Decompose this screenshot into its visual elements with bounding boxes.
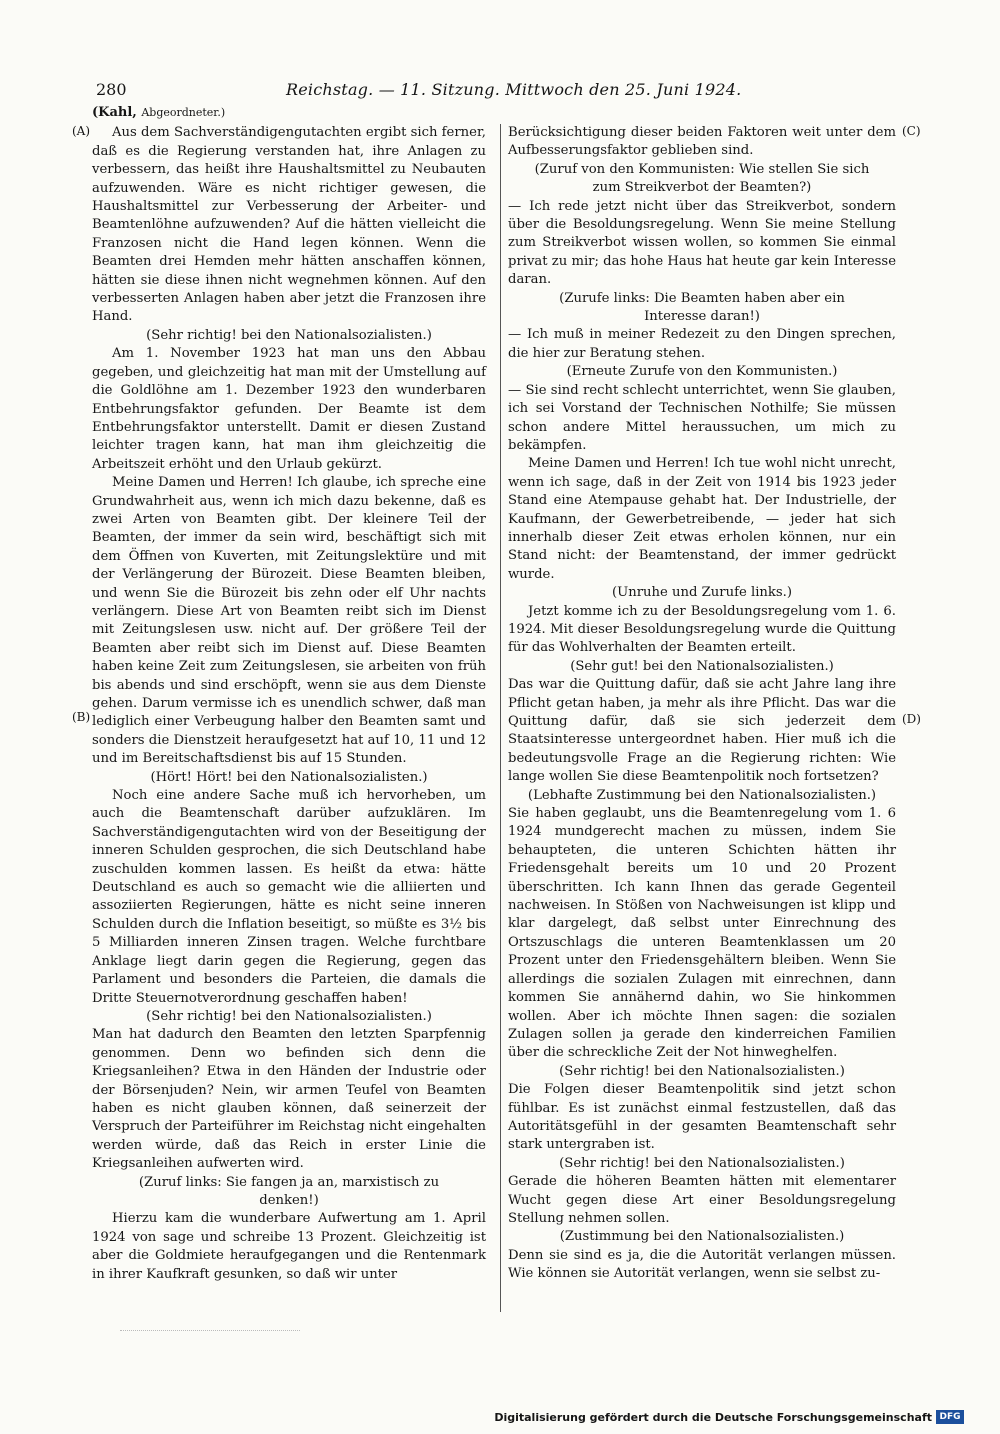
page-number: 280	[96, 80, 127, 99]
left-column-text	[92, 124, 486, 1284]
interjection: (Sehr richtig! bei den Nationalsozialisten.)	[146, 1008, 432, 1024]
page-header	[96, 80, 908, 102]
dfg-logo: DFG	[936, 1410, 964, 1424]
paragraph: — Ich muß in meiner Redezeit zu den Dingen sprechen, die hier zur Beratung stehen.	[508, 327, 896, 361]
interjection: (Lebhafte Zustimmung bei den Nationalsozialisten.)	[527, 787, 877, 803]
right-column-text	[508, 124, 896, 1284]
running-title: Reichstag. — 11. Sitzung. Mittwoch den 25. Juni 1924.	[286, 80, 742, 99]
interjection: (Sehr richtig! bei den Nationalsozialisten.)	[559, 1155, 845, 1171]
interjection: (Unruhe und Zurufe links.)	[611, 585, 792, 601]
paragraph: Gerade die höheren Beamten hätten mit elementarer Wucht gegen diese Art einer Besoldungsregelung Stellung nehmen sollen.	[508, 1174, 896, 1226]
interjection: (Sehr richtig! bei den Nationalsozialisten.)	[559, 1063, 845, 1079]
right-column	[508, 124, 896, 1284]
interjection: (Zuruf von den Kommunisten: Wie stellen Sie sich zum Streikverbot der Beamten?)	[534, 161, 870, 196]
paragraph: Jetzt komme ich zu der Besoldungsregelung vom 1. 6. 1924. Mit dieser Besoldungsregelung wurde die Quittung für das Wohlverhalten der Beamten erteilt.	[508, 603, 896, 656]
paragraph: Berücksichtigung dieser beiden Faktoren weit unter dem Aufbesserungsfaktor geblieben sind.	[508, 125, 896, 159]
paragraph: Denn sie sind es ja, die die Autorität verlangen müssen. Wie können sie Autorität verlangen, wenn sie selbst zu-	[508, 1247, 896, 1282]
digitization-credit: Digitalisierung gefördert durch die Deutsche Forschungsgemeinschaft	[494, 1410, 932, 1424]
footer	[494, 1410, 964, 1424]
paragraph: — Sie sind recht schlecht unterrichtet, wenn Sie glauben, ich sei Vorstand der Technischen Nothilfe; Sie müssen schon andere Mittel heraussuchen, um mich zu bekämpfen.	[508, 382, 896, 453]
margin-marker-b: (B)	[72, 710, 91, 724]
interjection: (Hört! Hört! bei den Nationalsozialisten.)	[150, 769, 428, 785]
paragraph: Sie haben geglaubt, uns die Beamtenregelung vom 1. 6 1924 mundgerecht machen zu müssen, indem Sie behaupteten, die unteren Schichten hätten ihr Friedensgehalt bereits um 10 und 20 Prozent überschritten. Ich kann Ihnen das gerade Gegenteil nachweisen. In Stößen von Nachweisungen ist klipp und klar dargelegt, daß selbst unter Einrechnung des Ortszuschlags die unteren Beamtenklassen um 20 Prozent unter den Friedensgehältern bleiben. Wenn Sie allerdings die sozialen Zulagen mit einrechnen, dann kommen Sie annähernd dahin, wo Sie hinkommen wollen. Aber ich möchte Ihnen sagen: die sozialen Zulagen sollen ja gerade den kinderreichen Familien über die schreckliche Zeit der Not hinweghelfen.	[508, 806, 896, 1061]
margin-marker-a: (A)	[72, 124, 91, 138]
paragraph: Das war die Quittung dafür, daß sie acht Jahre lang ihre Pflicht getan haben, ja mehr als ihre Pflicht. Das war die Quittung dafür, daß sie sich jederzeit dem Staatsinteresse untergeordnet haben. Hier muß ich die bedeutungsvolle Frage an die Regierung richten: Wie lange wollen Sie diese Beamtenpolitik noch fortsetzen?	[508, 677, 896, 785]
footer-rule	[120, 1330, 300, 1331]
interjection: (Zuruf links: Sie fangen ja an, marxistisch zu denken!)	[138, 1174, 440, 1208]
interjection: (Erneute Zurufe von den Kommunisten.)	[566, 364, 838, 380]
paragraph: Noch eine andere Sache muß ich hervorheben, um auch die Beamtenschaft darüber aufzuklären. Im Sachverständigengutachten wird von der Beseitigung der inneren Schulden gesprochen, die sich Deutschland habe zuschulden kommen lassen. Es heißt da etwa: hätte Deutschland es auch so gemacht wie die alliierten und assoziierten Regierungen, hätte es nicht seine inneren Schulden durch die Inflation beseitigt, so müßte es 3½ bis 5 Milliarden inneren Zinsen tragen. Welche furchtbare Anklage liegt darin gegen die Regierung, gegen das Parlament und besonders die Parteien, die damals die Dritte Steuernotverordnung geschaffen haben!	[92, 788, 486, 1006]
interjection: (Zustimmung bei den Nationalsozialisten.)	[559, 1229, 845, 1245]
interjection: (Sehr gut! bei den Nationalsozialisten.)	[570, 658, 834, 674]
left-column	[92, 104, 486, 1284]
paragraph: — Ich rede jetzt nicht über das Streikverbot, sondern über die Besoldungsregelung. Wenn Sie meine Stellung zum Streikverbot wissen wollen, so kommen Sie einmal privat zu mir; das hohe Haus hat heute gar kein Interesse daran.	[508, 198, 896, 288]
interjection: (Zurufe links: Die Beamten haben aber ein Interesse daran!)	[559, 290, 845, 325]
paragraph: Die Folgen dieser Beamtenpolitik sind jetzt schon fühlbar. Es ist zunächst einmal festzustellen, daß das Autoritätsgefühl in der gesamten Beamtenschaft sehr stark untergraben ist.	[508, 1082, 896, 1153]
margin-marker-c: (C)	[902, 124, 921, 138]
paragraph: Aus dem Sachverständigengutachten ergibt sich ferner, daß es die Regierung verstanden hat, ihre Anlagen zu verbessern, das heißt ihre Haushaltsmittel zu Neubauten aufzuwenden. Wäre es nicht richtiger gewesen, die Haushaltsmittel zur Verbesserung der Arbeiter- und Beamtenlöhne aufzuwenden? Auf die hätten vielleicht die Franzosen nicht die Hand legen können. Wenn die Beamten drei Hemden mehr hätten anschaffen können, hätten sie diese ihnen nicht wegnehmen können. Auf den verbesserten Anlagen haben aber jetzt die Franzosen ihre Hand.	[92, 125, 486, 325]
column-divider	[500, 124, 501, 1312]
speaker-role: Abgeordneter.)	[141, 106, 226, 119]
paragraph: Meine Damen und Herren! Ich tue wohl nicht unrecht, wenn ich sage, daß in der Zeit von 1914 bis 1923 jeder Stand eine Atempause gehabt hat. Der Industrielle, der Kaufmann, der Gewerbetreibende, — jeder hat sich innerhalb dieser Zeit etwas erholen können, nur ein Stand nicht: der Beamtenstand, der immer gedrückt wurde.	[508, 456, 896, 582]
speaker-name: (Kahl,	[92, 105, 137, 120]
interjection: (Sehr richtig! bei den Nationalsozialisten.)	[146, 327, 432, 343]
paragraph: Meine Damen und Herren! Ich glaube, ich spreche eine Grundwahrheit aus, wenn ich mich dazu bekenne, daß es zwei Arten von Beamten gibt. Der kleinere Teil der Beamten, der immer da sein wird, beschäftigt sich mit dem Öffnen von Kuverten, mit Zeitungslektüre und mit der Verlängerung der Bürozeit. Diese Beamten bleiben, und wenn Sie die Bürozeit bis zehn oder elf Uhr nachts verlängern. Diese Art von Beamten reibt sich im Dienst mit Zeitungslesen usw. nicht auf. Der größere Teil der Beamten aber reibt sich im Dienst auf. Diese Beamten haben keine Zeit zum Zeitungslesen, sie arbeiten von früh bis abends und sind erschöpft, wenn sie aus dem Dienste gehen. Darum vermisse ich es unendlich schwer, daß man lediglich einer Verbeugung halber den Beamten samt und sonders die Dienstzeit heraufgesetzt hat auf 10, 11 und 12 und im Bereitschaftsdienst bis auf 15 Stunden.	[92, 475, 486, 767]
paragraph: Man hat dadurch den Beamten den letzten Sparpfennig genommen. Denn wo befinden sich denn die Kriegsanleihen? Etwa in den Händen der Industrie oder der Börsenjuden? Nein, wir armen Teufel von Beamten haben es nicht glauben können, daß seinerzeit der Verspruch der Parteiführer im Reichstag nicht eingehalten werden würde, daß das Reich in erster Linie die Kriegsanleihen aufwerten wird.	[92, 1027, 486, 1172]
margin-marker-d: (D)	[902, 712, 921, 726]
speaker-label	[92, 104, 486, 122]
paragraph: Hierzu kam die wunderbare Aufwertung am 1. April 1924 von sage und schreibe 13 Prozent. Gleichzeitig ist aber die Goldmiete heraufgegangen und die Rentenmark in ihrer Kaufkraft gesunken, so daß wir unter	[92, 1211, 486, 1282]
paragraph: Am 1. November 1923 hat man uns den Abbau gegeben, und gleichzeitig hat man mit der Umstellung auf die Goldlöhne am 1. Dezember 1923 den wunderbaren Entbehrungsfaktor gefunden. Der Beamte ist dem Entbehrungsfaktor unterstellt. Damit er diesen Zustand leichter tragen kann, hat man ihm gleichzeitig die Arbeitszeit erhöht und den Urlaub gekürzt.	[92, 346, 486, 472]
